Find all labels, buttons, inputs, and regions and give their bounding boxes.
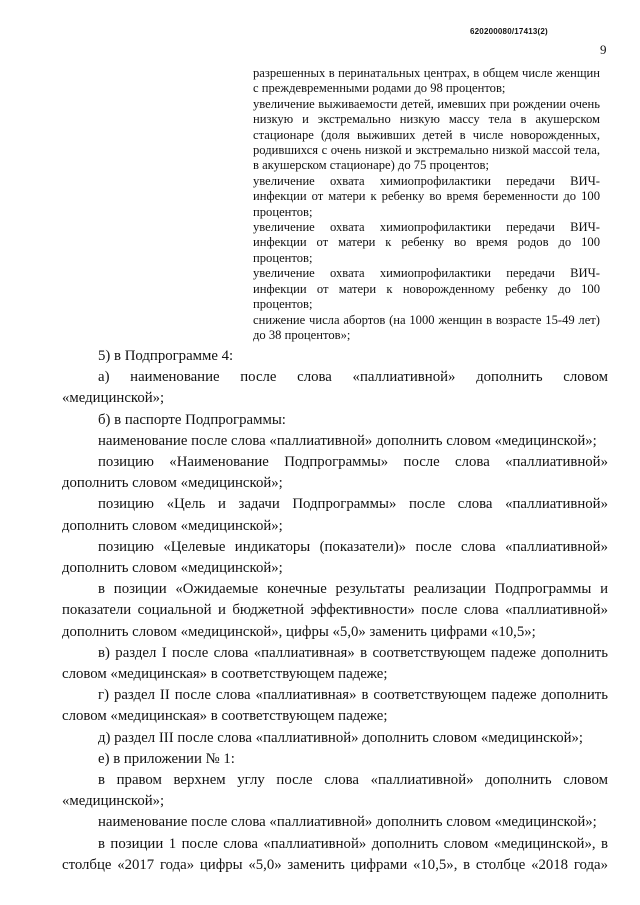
body-paragraph: в позиции 1 после слова «паллиативной» дополнить словом «медицинской», в столбце «2017 года» цифры «5,0» заменить цифрами «10,5», в столбце «2018 года»: [62, 835, 608, 873]
quote-paragraph: увеличение выживаемости детей, имевших при рождении очень низкую и экстремально низкую массу тела в акушерском стационаре (доля выживших детей в числе новорожденных, родившихся с очень низкой и экстремально низкой массой тела, в акушерском стационаре) до 75 процентов;: [253, 96, 600, 173]
quote-paragraph: снижение числа абортов (на 1000 женщин в возрасте 15-49 лет) до 38 процентов»;: [253, 312, 600, 342]
body-paragraph: б) в паспорте Подпрограммы:: [98, 411, 286, 428]
body-paragraph: в правом верхнем углу после слова «паллиативной» дополнить словом «медицинской»;: [62, 772, 608, 810]
body-paragraph: в) раздел I после слова «паллиативная» в соответствующем падеже дополнить словом «медицинская» в соответствующем падеже;: [62, 644, 608, 683]
document-code: 620200080/17413(2): [470, 27, 548, 36]
body-paragraph: позицию «Наименование Подпрограммы» после слова «паллиативной» дополнить словом «медицинской»;: [62, 454, 608, 492]
quote-paragraph: разрешенных в перинатальных центрах, в общем числе женщин с преждевременными родами до 98 процентов;: [253, 66, 600, 96]
page-number: 9: [600, 42, 607, 57]
body-paragraph: наименование после слова «паллиативной» дополнить словом «медицинской»;: [98, 814, 597, 831]
body-paragraph: г) раздел II после слова «паллиативная» в соответствующем падеже дополнить словом «медицинская» в соответствующем падеже;: [62, 687, 608, 725]
quote-paragraph: увеличение охвата химиопрофилактики передачи ВИЧ-инфекции от матери к ребенку во время родов до 100 процентов;: [253, 220, 600, 265]
body-paragraph: а) наименование после слова «паллиативной» дополнить словом «медицинской»;: [62, 369, 608, 407]
body-paragraph: 5) в Подпрограмме 4:: [98, 348, 234, 364]
quote-paragraph: увеличение охвата химиопрофилактики передачи ВИЧ-инфекции от матери к ребенку во время беременности до 100 процентов;: [253, 173, 600, 219]
body-paragraph: е) в приложении № 1:: [98, 750, 235, 767]
body-paragraph: позицию «Цель и задачи Подпрограммы» после слова «паллиативной» дополнить словом «медицинской»;: [62, 496, 608, 534]
body-paragraph: наименование после слова «паллиативной» дополнить словом «медицинской»;: [98, 432, 597, 449]
quoted-indicators-block: [253, 66, 600, 343]
body-paragraph: позицию «Целевые индикаторы (показатели)» после слова «паллиативной» дополнить словом «медицинской»;: [62, 538, 608, 577]
body-paragraph: в позиции «Ожидаемые конечные результаты реализации Подпрограммы и показатели социальной и бюджетной эффективности» после слова «паллиативной» дополнить словом «медицинской», цифры «5,0» заменить цифрами «10,5»;: [62, 581, 608, 640]
body-paragraph: д) раздел III после слова «паллиативной» дополнить словом «медицинской»;: [98, 729, 584, 746]
quote-paragraph: увеличение охвата химиопрофилактики передачи ВИЧ-инфекции от матери к новорожденному ребенку до 100 процентов;: [253, 266, 600, 312]
main-text-body: [62, 346, 608, 876]
